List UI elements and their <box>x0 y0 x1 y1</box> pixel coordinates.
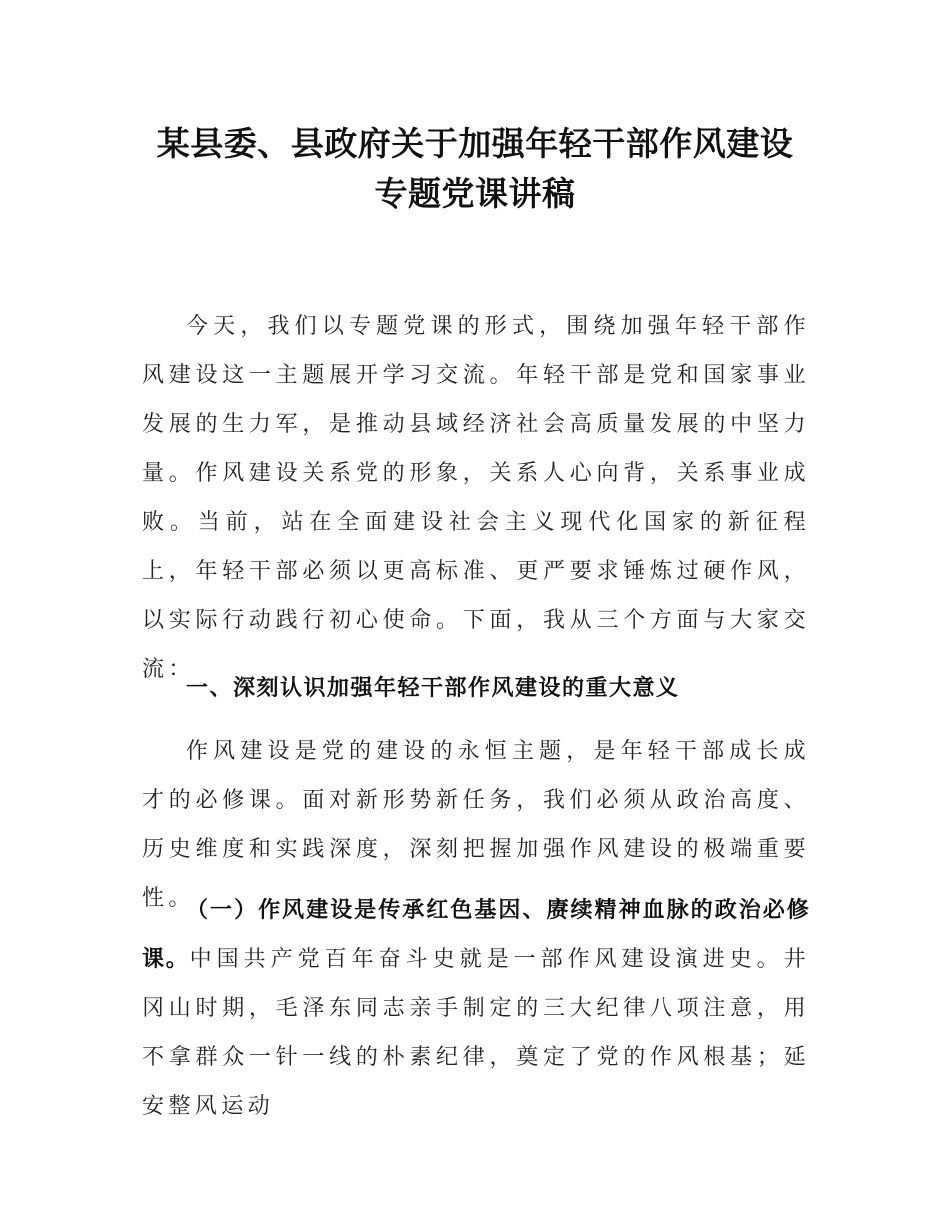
paragraph-section-1-intro: 作风建设是党的建设的永恒主题，是年轻干部成长成才的必修课。面对新形势新任务，我们必须从政治高度、历史维度和实践深度，深刻把握加强作风建设的极端重要性。 <box>142 739 810 911</box>
document-title-line-2: 专题党课讲稿 <box>374 174 576 213</box>
paragraph-introduction: 今天，我们以专题党课的形式，围绕加强年轻干部作风建设这一主题展开学习交流。年轻干部是党和国家事业发展的生力军，是推动县域经济社会高质量发展的中坚力量。作风建设关系党的形象，关系人心向背，关系事业成败。当前，站在全面建设社会主义现代化国家的新征程上，年轻干部必须以更高标准、更严要求锤炼过硬作风，以实际行动践行初心使命。下面，我从三个方面与大家交流： <box>142 314 810 682</box>
section-heading-1: 一、深刻认识加强年轻干部作风建设的重大意义 <box>186 676 680 701</box>
subsection-1-lead: （一）作风建设是传承红色基因、赓续精神血脉的政治必修课。 <box>142 898 810 972</box>
paragraph-subsection-1 <box>142 886 810 1131</box>
document-title-line-1: 某县委、县政府关于加强年轻干部作风建设 <box>156 124 794 163</box>
subsection-1-body: 中国共产党百年奋斗史就是一部作风建设演进史。井冈山时期，毛泽东同志亲手制定的三大纪律八项注意，用不拿群众一针一线的朴素纪律，奠定了党的作风根基；延安整风运动 <box>142 947 811 1119</box>
